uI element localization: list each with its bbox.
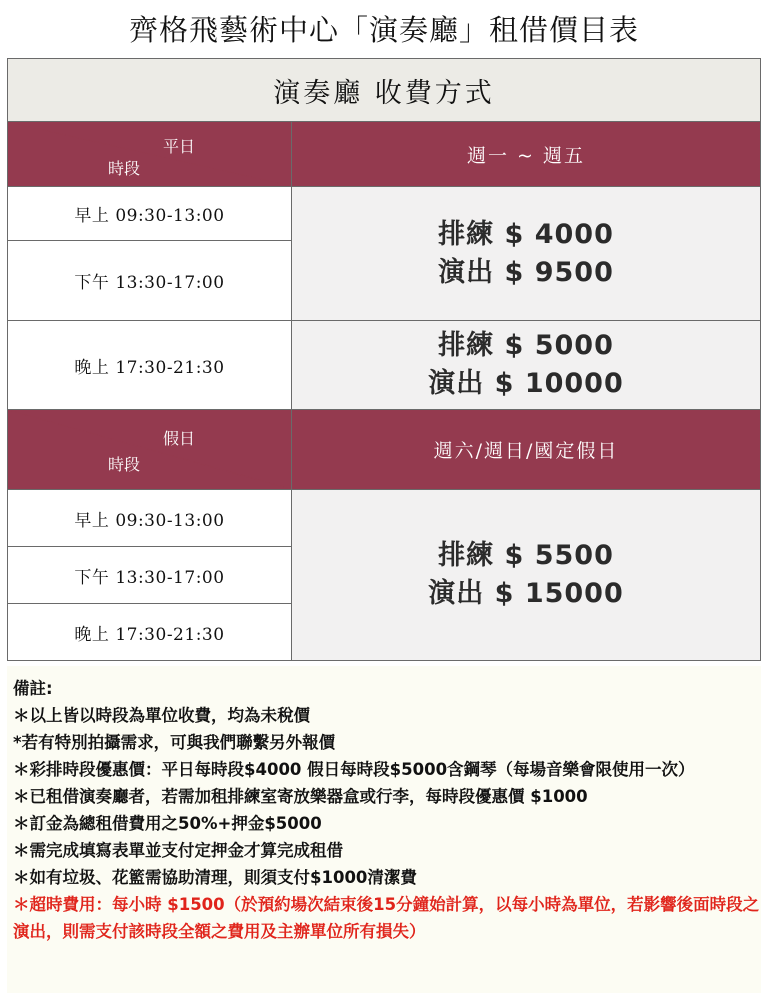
- weekday-slot-evening: 晚上 17:30-21:30: [8, 321, 292, 410]
- note-line: ＊以上皆以時段為單位收費，均為未稅價: [13, 706, 310, 725]
- holiday-rehearsal-price: 排練 $ 5500: [438, 540, 614, 571]
- weekday-evening-rehearsal-price: 排練 $ 5000: [438, 330, 614, 361]
- holiday-diag-bottom: 時段: [108, 455, 141, 474]
- weekday-day-price: [292, 187, 761, 321]
- price-table: [7, 58, 761, 661]
- weekday-day-label: 週一 ~ 週五: [292, 122, 761, 187]
- note-line: ＊已租借演奏廳者，若需加租排練室寄放樂器盒或行李，每時段優惠價 $1000: [13, 787, 588, 806]
- holiday-performance-price: 演出 $ 15000: [428, 578, 624, 609]
- notes-heading: 備註:: [13, 679, 53, 698]
- overtime-fee-note: ＊超時費用：每小時 $1500（於預約場次結束後15分鐘始計算，以每小時為單位，若影響後面時段之演出，則需支付該時段全額之費用及主辦單位所有損失）: [13, 895, 760, 941]
- weekday-evening-price: [292, 321, 761, 410]
- note-line: ＊彩排時段優惠價：平日每時段$4000 假日每時段$5000含鋼琴（每場音樂會限使用一次）: [13, 760, 695, 779]
- note-line: ＊訂金為總租借費用之50%+押金$5000: [13, 814, 322, 833]
- note-line: ＊如有垃圾、花籃需協助清理，則須支付$1000清潔費: [13, 868, 417, 887]
- holiday-slot-afternoon: 下午 13:30-17:00: [8, 547, 292, 604]
- weekday-diag-top: 平日: [163, 137, 196, 156]
- diagonal-line: [8, 410, 291, 489]
- weekday-diag-bottom: 時段: [108, 159, 141, 178]
- holiday-slot-morning: 早上 09:30-13:00: [8, 490, 292, 547]
- weekday-slot-afternoon: 下午 13:30-17:00: [8, 241, 292, 321]
- holiday-diag-top: 假日: [163, 429, 196, 448]
- holiday-slot-evening: 晚上 17:30-21:30: [8, 604, 292, 661]
- table-subtitle: 演奏廳 收費方式: [8, 59, 761, 122]
- notes-panel: [7, 666, 761, 993]
- note-line: *若有特別拍攝需求，可與我們聯繫另外報價: [13, 733, 336, 752]
- weekday-performance-price: 演出 $ 9500: [438, 256, 614, 288]
- weekday-evening-performance-price: 演出 $ 10000: [428, 368, 624, 399]
- page-title: 齊格飛藝術中心「演奏廳」租借價目表: [128, 13, 639, 47]
- holiday-diagonal-header: [8, 410, 292, 490]
- weekday-slot-morning: 早上 09:30-13:00: [8, 187, 292, 241]
- holiday-price: [292, 490, 761, 661]
- diagonal-line: [8, 122, 291, 186]
- weekday-diagonal-header: [8, 122, 292, 187]
- weekday-rehearsal-price: 排練 $ 4000: [438, 218, 614, 250]
- note-line: ＊需完成填寫表單並支付定押金才算完成租借: [13, 841, 343, 860]
- holiday-day-label: 週六/週日/國定假日: [292, 410, 761, 490]
